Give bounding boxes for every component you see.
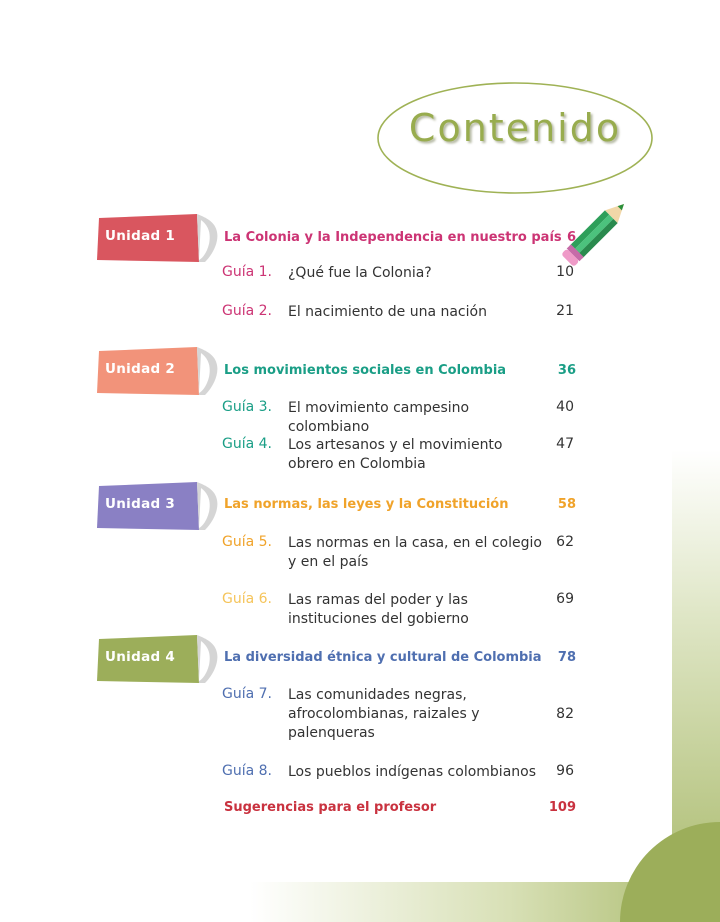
unit-2-badge-label: Unidad 2	[105, 361, 176, 377]
guide-6-text: Las ramas del poder y las instituciones del gobierno	[288, 592, 469, 627]
guide-2-label: Guía 2.	[222, 303, 272, 319]
unit-2-title[interactable]	[224, 363, 576, 378]
guide-1-page: 10	[556, 264, 574, 280]
guide-2-page: 21	[556, 303, 574, 319]
page-title: Contenido	[408, 106, 622, 150]
unit-2-page: 36	[557, 363, 576, 378]
unit-4-title-text: La diversidad étnica y cultural de Colombia	[224, 650, 542, 665]
guide-7-label: Guía 7.	[222, 686, 272, 702]
guide-8-label: Guía 8.	[222, 763, 272, 779]
guide-3-text: El movimiento campesino colombiano	[288, 400, 470, 435]
unit-1-title[interactable]	[224, 230, 576, 245]
guide-1-label: Guía 1.	[222, 264, 272, 280]
guide-4-page: 47	[556, 436, 574, 452]
unit-1-page: 6	[566, 230, 576, 245]
suggestions-page: 109	[548, 800, 576, 815]
guide-7-page: 82	[556, 706, 574, 722]
guide-3-page: 40	[556, 399, 574, 415]
unit-3-title-text: Las normas, las leyes y la Constitución	[224, 497, 509, 512]
unit-4-badge-label: Unidad 4	[105, 649, 176, 665]
guide-6-page: 69	[556, 591, 574, 607]
guide-8-page: 96	[556, 763, 574, 779]
unit-1-badge-label: Unidad 1	[105, 228, 176, 244]
title-block	[375, 80, 655, 196]
guide-3-label: Guía 3.	[222, 399, 272, 415]
unit-1-title-text: La Colonia y la Independencia en nuestro país	[224, 230, 562, 245]
corner-decoration	[620, 822, 720, 922]
unit-3-badge	[95, 478, 220, 534]
unit-2-badge	[95, 343, 220, 399]
guide-6-label: Guía 6.	[222, 591, 272, 607]
unit-4-title[interactable]	[224, 650, 576, 665]
guide-5-page: 62	[556, 534, 574, 550]
unit-3-title[interactable]	[224, 497, 576, 512]
suggestions-title: Sugerencias para el profesor	[224, 800, 437, 815]
guide-1-text: ¿Qué fue la Colonia?	[288, 265, 432, 281]
unit-1-badge	[95, 210, 220, 266]
unit-3-page: 58	[557, 497, 576, 512]
guide-7-text: Las comunidades negras, afrocolombianas, raizales y palenqueras	[288, 687, 480, 741]
guide-2-text: El nacimiento de una nación	[288, 304, 487, 320]
unit-4-page: 78	[557, 650, 576, 665]
suggestions-entry[interactable]	[224, 800, 576, 815]
unit-3-badge-label: Unidad 3	[105, 496, 176, 512]
guide-8-text: Los pueblos indígenas colombianos	[288, 764, 537, 780]
unit-4-badge	[95, 631, 220, 687]
guide-5-text: Las normas en la casa, en el colegio y en el país	[288, 535, 542, 570]
guide-4-text: Los artesanos y el movimiento obrero en Colombia	[288, 437, 503, 472]
guide-4-label: Guía 4.	[222, 436, 272, 452]
unit-2-title-text: Los movimientos sociales en Colombia	[224, 363, 507, 378]
guide-5-label: Guía 5.	[222, 534, 272, 550]
